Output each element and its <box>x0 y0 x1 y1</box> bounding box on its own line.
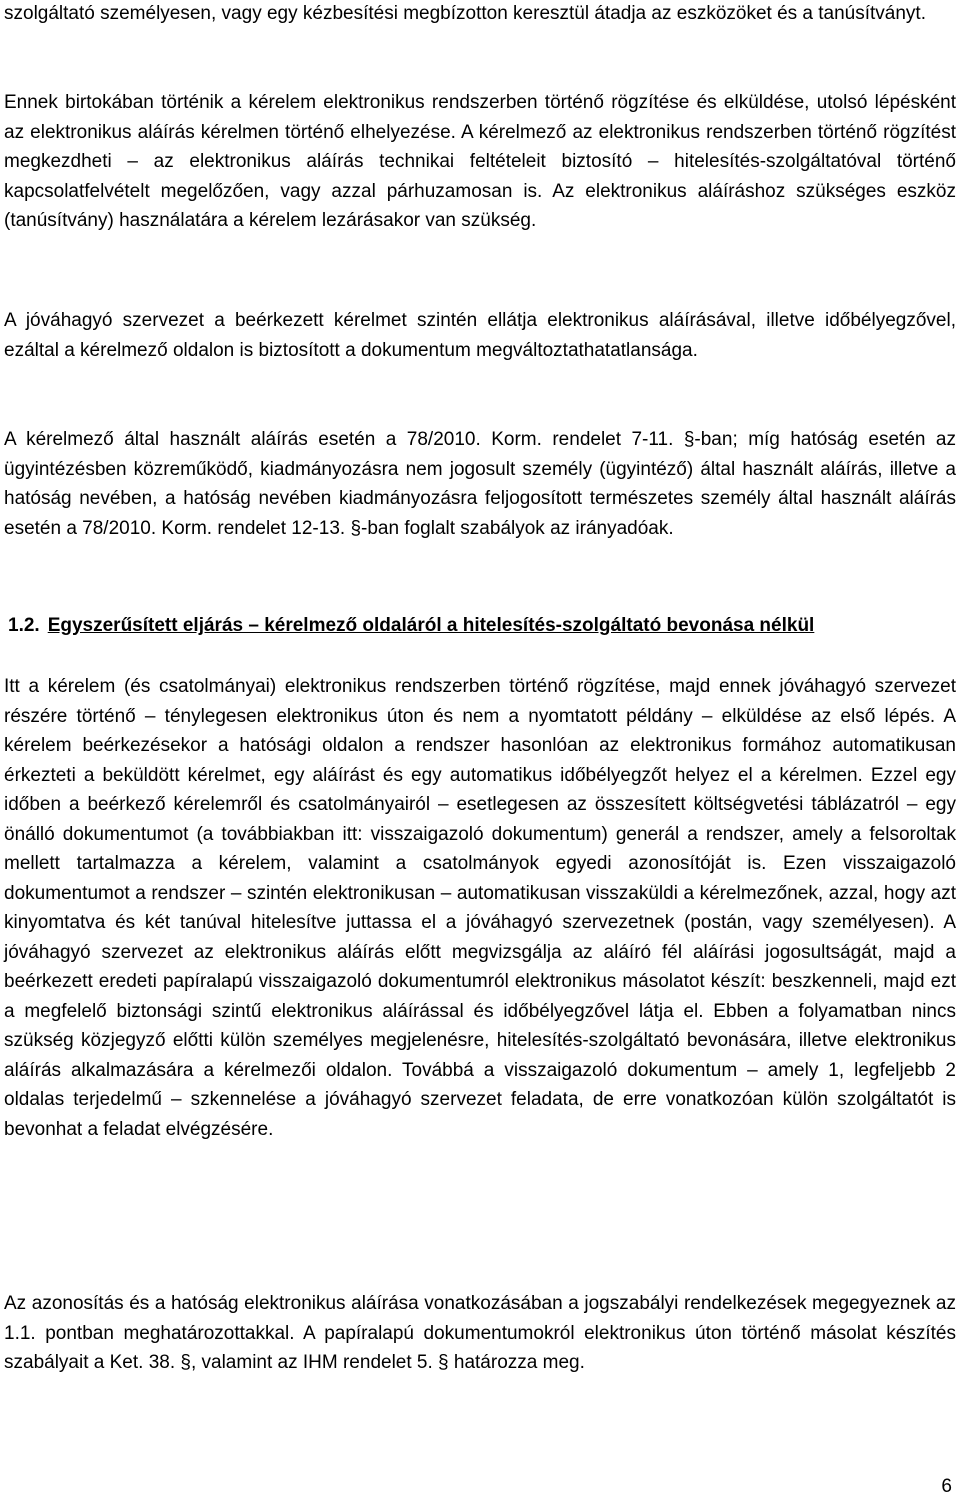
section-number: 1.2. <box>8 615 40 636</box>
paragraph: szolgáltató személyesen, vagy egy kézbesítési megbízotton keresztül átadja az eszközöket és a tanúsítványt. <box>4 3 926 24</box>
section-title: Egyszerűsített eljárás – kérelmező oldaláról a hitelesítés-szolgáltató bevonása nélkül <box>47 615 815 636</box>
page-number: 6 <box>941 1476 952 1497</box>
paragraph: Itt a kérelem (és csatolmányai) elektronikus rendszerben történő rögzítése, majd ennek jóváhagyó szervezet részére történő – ténylegesen elektronikus úton és nem a nyomtatott példány – elküldése az első lépés. A kérelem beérkezésekor a hatósági oldalon a rendszer hasonlóan az elektronikus formához automatikusan érkezteti a beküldött kérelmet, egy aláírást és egy automatikus időbélyegzőt helyez el a kérelmen. Ezzel egy időben a beérkező kérelemről és csatolmányairól – esetlegesen az összesített költségvetési táblázatról – egy önálló dokumentumot (a továbbiakban itt: visszaigazoló dokumentum) generál a rendszer, amely a felsoroltak mellett tartalmazza a kérelem, valamint a csatolmányok egyedi azonosítóját is. Ezen visszaigazoló dokumentumot a rendszer – szintén elektronikusan – automatikusan visszaküldi a kérelmezőnek, azzal, hogy azt kinyomtatva és két tanúval hitelesítve juttassa el a jóváhagyó szervezetnek (postán, vagy személyesen). A jóváhagyó szervezet az elektronikus aláírás előtt megvizsgálja az aláíró fél aláírási jogosultságát, majd a beérkezett eredeti papíralapú visszaigazoló dokumentumról elektronikus másolatot készít: beszkenneli, majd ezt a megfelelő biztonsági szintű elektronikus aláírással és időbélyegzővel látja el. Ebben a folyamatban nincs szükség közjegyző előtti külön személyes megjelenésre, hitelesítés-szolgáltató bevonására, illetve elektronikus aláírás alkalmazására a kérelmezői oldalon. Továbbá a visszaigazoló dokumentum – amely 1, legfeljebb 2 oldalas terjedelmű – szkennelése a jóváhagyó szervezet feladata, de erre vonatkozóan külön szolgáltatót is bevonhat a feladat elvégzésére. <box>4 676 956 1140</box>
paragraph: Az azonosítás és a hatóság elektronikus aláírása vonatkozásában a jogszabályi rendelkezések megegyeznek az 1.1. pontban meghatározottakkal. A papíralapú dokumentumokról elektronikus úton történő másolat készítés szabályait a Ket. 38. §, valamint az IHM rendelet 5. § határozza meg. <box>4 1293 956 1373</box>
paragraph: Ennek birtokában történik a kérelem elektronikus rendszerben történő rögzítése és elküldése, utolsó lépésként az elektronikus aláírás kérelmen történő elhelyezése. A kérelmező az elektronikus rendszerben történő rögzítést megkezdheti – az elektronikus aláírás technikai feltételeit biztosító – hitelesítés-szolgáltatóval történő kapcsolatfelvételt megelőzően, vagy azzal párhuzamosan is. Az elektronikus aláíráshoz szükséges eszköz (tanúsítvány) használatára a kérelem lezárásakor van szükség. <box>4 92 956 231</box>
paragraph: A kérelmező által használt aláírás esetén a 78/2010. Korm. rendelet 7-11. §-ban; míg hatóság esetén az ügyintézésben közreműködő, kiadmányozásra nem jogosult személy (ügyintéző) által használt aláírás, illetve a hatóság nevében, a hatóság nevében kiadmányozásra feljogosított természetes személy által használt aláírás esetén a 78/2010. Korm. rendelet 12-13. §-ban foglalt szabályok az irányadóak. <box>4 429 956 539</box>
paragraph: A jóváhagyó szervezet a beérkezett kérelmet szintén ellátja elektronikus aláírásával, illetve időbélyegzővel, ezáltal a kérelmező oldalon is biztosított a dokumentum megváltoztathatatlansága. <box>4 310 956 361</box>
section-heading <box>8 611 956 640</box>
